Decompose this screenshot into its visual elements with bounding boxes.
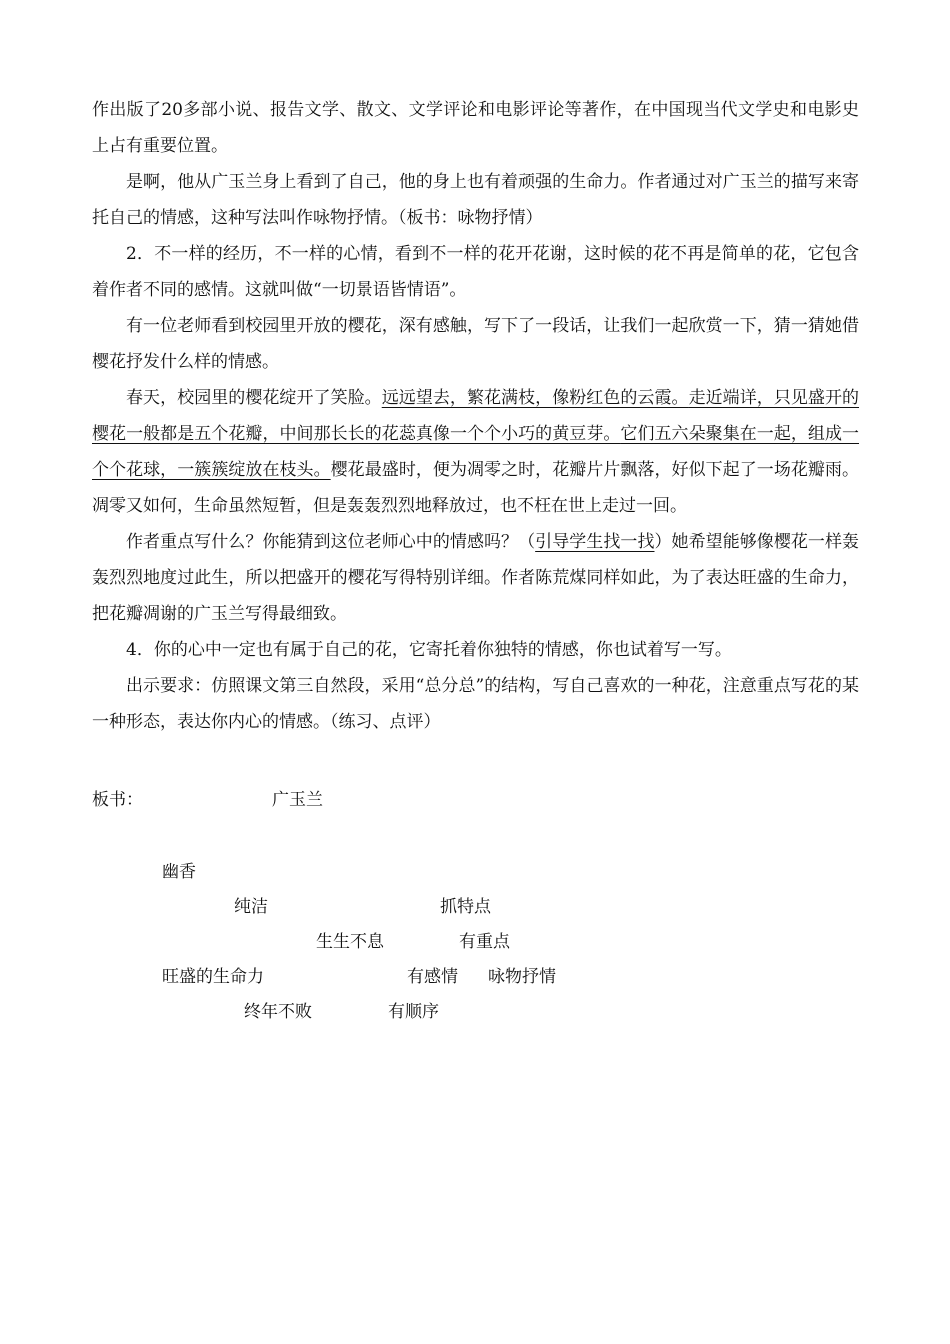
paragraph-cherry-intro: 有一位老师看到校园里开放的樱花，深有感触，写下了一段话，让我们一起欣赏一下，猜一猜她借樱花抒发什么样的情感。 bbox=[92, 316, 859, 372]
paragraph-yongwu-shuqing: 是啊，他从广玉兰身上看到了自己，他的身上也有着顽强的生命力。作者通过对广玉兰的描写来寄托自己的情感，这种写法叫作咏物抒情。（板书：咏物抒情） bbox=[92, 172, 859, 228]
cherry-essay-underline-1: 远远望去，繁花满枝，像粉红色的云霞。 bbox=[381, 388, 689, 408]
blackboard-notes bbox=[92, 0, 859, 1344]
paragraph-requirement: 出示要求：仿照课文第三自然段，采用“总分总”的结构，写自己喜欢的一种花，注意重点写花的某一种形态，表达你内心的情感。（练习、点评） bbox=[92, 676, 859, 732]
paragraph-author-intro: 作出版了20多部小说、报告文学、散文、文学评论和电影评论等著作，在中国现当代文学史和电影史上占有重要位置。 bbox=[92, 100, 859, 156]
board-shengsheng-buxi: 生生不息 bbox=[316, 932, 384, 952]
cherry-essay-underline-2: 走近端详，只见盛开的樱花一般都是五个花瓣，中间那长长的花蕊真像一个个小巧的黄豆芽。 bbox=[92, 388, 860, 444]
board-yougangqing: 有感情 bbox=[407, 967, 458, 987]
question-part3: ）她希望能够像樱花一样轰轰烈烈地度过此生，所以把盛开的樱花写得特别详细。作者陈荒煤同样如此，为了表达旺盛的生命力，把花瓣凋谢的广玉兰写得最细致。 bbox=[92, 532, 860, 624]
board-zhongnian-bubai: 终年不败 bbox=[244, 1002, 312, 1022]
cherry-essay-underline-3: 它们五六朵聚集在一起，组成一个个花球，一簇簇绽放在枝头。 bbox=[92, 424, 860, 480]
cherry-essay-part5: 樱花最盛时，便为凋零之时，花瓣片片飘落，好似下起了一场花瓣雨。凋零又如何，生命虽然短暂，但是轰轰烈烈地释放过，也不枉在世上走过一回。 bbox=[92, 460, 860, 516]
paragraph-jingyu-qingyu: 2．不一样的经历，不一样的心情，看到不一样的花开花谢，这时候的花不再是简单的花，它包含着作者不同的感情。这就叫做“一切景语皆情语”。 bbox=[92, 244, 859, 300]
board-chunjie: 纯洁 bbox=[234, 897, 268, 917]
board-zhuatedian: 抓特点 bbox=[440, 897, 491, 917]
board-wangsheng: 旺盛的生命力 bbox=[162, 967, 264, 987]
question-underline: 引导学生找一找 bbox=[535, 532, 655, 552]
board-youshunxu: 有顺序 bbox=[388, 1002, 439, 1022]
cherry-essay-part1: 春天，校园里的樱花绽开了笑脸。 bbox=[126, 388, 382, 408]
paragraph-task: 4．你的心中一定也有属于自己的花，它寄托着你独特的情感，你也试着写一写。 bbox=[126, 640, 732, 660]
board-title: 广玉兰 bbox=[272, 790, 323, 810]
board-label: 板书： bbox=[92, 790, 143, 810]
board-youxiang: 幽香 bbox=[162, 862, 196, 882]
board-yongwu-shuqing: 咏物抒情 bbox=[488, 967, 556, 987]
board-youzhongdian: 有重点 bbox=[459, 932, 510, 952]
question-part1: 作者重点写什么？你能猜到这位老师心中的情感吗？（ bbox=[126, 532, 536, 552]
